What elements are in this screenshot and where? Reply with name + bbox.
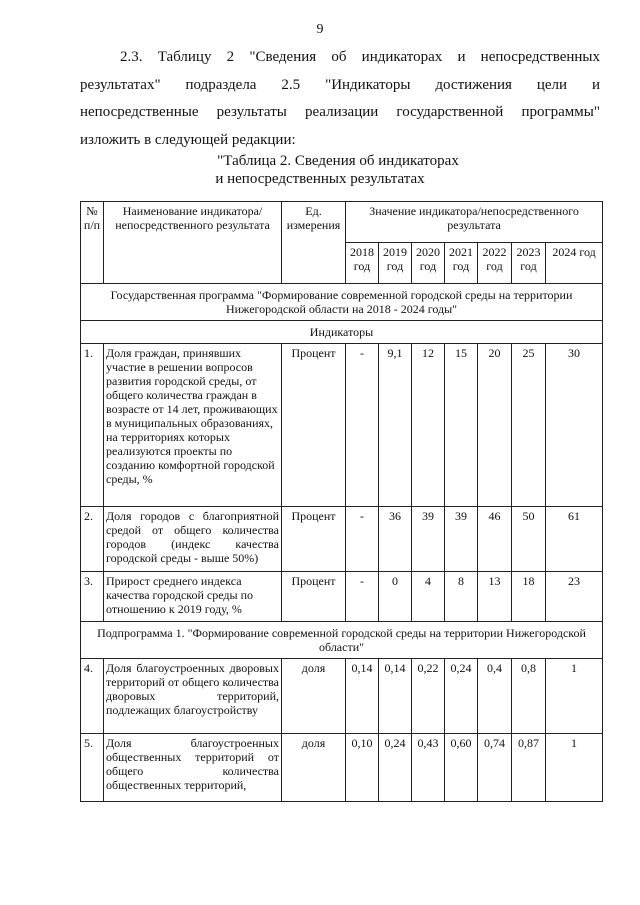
intro-line: непосредственные результаты реализации государственной программы" [80,104,600,120]
row-value: 9,1 [379,344,412,507]
row-value: - [346,507,379,572]
row-value: 12 [412,344,445,507]
row-value: 4 [412,572,445,622]
header-name: Наименование индикатора/ непосредственного результата [104,202,282,284]
intro-paragraph [80,44,600,154]
table-row [81,344,603,507]
table-row [81,659,603,734]
intro-line: изложить в следующей редакции: [80,131,296,148]
row-value: 0,43 [412,734,445,802]
table-caption-line-2: и непосредственных результатах [215,171,425,187]
table-caption [0,152,640,188]
row-value: 0,14 [379,659,412,734]
row-value: 0,4 [478,659,512,734]
program-title: Государственная программа "Формирование современной городской среды на территории Нижегородской области на 2018 - 2024 годы" [81,284,603,321]
row-value: 1 [546,734,603,802]
row-name: Доля граждан, принявших участие в решении вопросов развития городской среды, от общего количества граждан в возрасте от 14 лет, проживающих в муниципальных образованиях, на территориях которых реализуются проекты по созданию комфортной городской среды, % [104,344,282,507]
header-num: № п/п [81,202,104,284]
row-value: 0,14 [346,659,379,734]
row-name: Прирост среднего индекса качества городской среды по отношению к 2019 году, % [104,572,282,622]
intro-line: результатах" подраздела 2.5 "Индикаторы достижения цели и [80,76,600,93]
header-year: 2022 год [478,243,512,284]
subprogram-title: Подпрограмма 1. "Формирование современной городской среды на территории Нижегородской области" [81,622,603,659]
row-value: 46 [478,507,512,572]
row-value: 39 [412,507,445,572]
row-value: 23 [546,572,603,622]
row-unit: Процент [282,344,346,507]
row-value: 13 [478,572,512,622]
row-value: 20 [478,344,512,507]
row-name: Доля благоустроенных дворовых территорий от общего количества дворовых территорий, подлежащих благоустройству [104,659,282,734]
intro-line: 2.3. Таблицу 2 "Сведения об индикаторах и непосредственных [120,49,600,65]
indicators-section-row [81,321,603,344]
row-num: 4. [81,659,104,734]
row-value: 50 [512,507,546,572]
header-value-group: Значение индикатора/непосредственного результата [346,202,603,243]
table-row [81,572,603,622]
row-value: 0,24 [445,659,478,734]
row-value: 0 [379,572,412,622]
row-value: 25 [512,344,546,507]
header-year: 2020 год [412,243,445,284]
row-value: 61 [546,507,603,572]
row-value: 18 [512,572,546,622]
row-value: 39 [445,507,478,572]
row-value: - [346,572,379,622]
header-year: 2024 год [546,243,603,284]
row-num: 3. [81,572,104,622]
header-year: 2023 год [512,243,546,284]
row-value: 0,87 [512,734,546,802]
row-unit: Процент [282,507,346,572]
table-row [81,507,603,572]
header-row [81,202,603,243]
row-unit: Процент [282,572,346,622]
header-unit: Ед. измерения [282,202,346,284]
program-row [81,284,603,321]
row-num: 2. [81,507,104,572]
header-year: 2019 год [379,243,412,284]
table-caption-line-1: "Таблица 2. Сведения об индикаторах [217,153,459,169]
row-value: 0,60 [445,734,478,802]
row-value: 30 [546,344,603,507]
table-row [81,734,603,802]
row-value: 15 [445,344,478,507]
row-unit: доля [282,734,346,802]
page-number: 9 [316,22,324,37]
indicators-label: Индикаторы [81,321,603,344]
header-year: 2018 год [346,243,379,284]
row-value: 0,10 [346,734,379,802]
row-num: 5. [81,734,104,802]
indicators-table [80,201,603,802]
row-value: 36 [379,507,412,572]
row-value: 0,8 [512,659,546,734]
row-value: 0,24 [379,734,412,802]
row-value: 8 [445,572,478,622]
row-name: Доля благоустроенных общественных территорий от общего количества общественных территорий, [104,734,282,802]
row-num: 1. [81,344,104,507]
header-year: 2021 год [445,243,478,284]
row-value: - [346,344,379,507]
row-value: 1 [546,659,603,734]
row-unit: доля [282,659,346,734]
row-name: Доля городов с благоприятной средой от общего количества городов (индекс качества городской среды - выше 50%) [104,507,282,572]
row-value: 0,22 [412,659,445,734]
row-value: 0,74 [478,734,512,802]
subprogram-row [81,622,603,659]
